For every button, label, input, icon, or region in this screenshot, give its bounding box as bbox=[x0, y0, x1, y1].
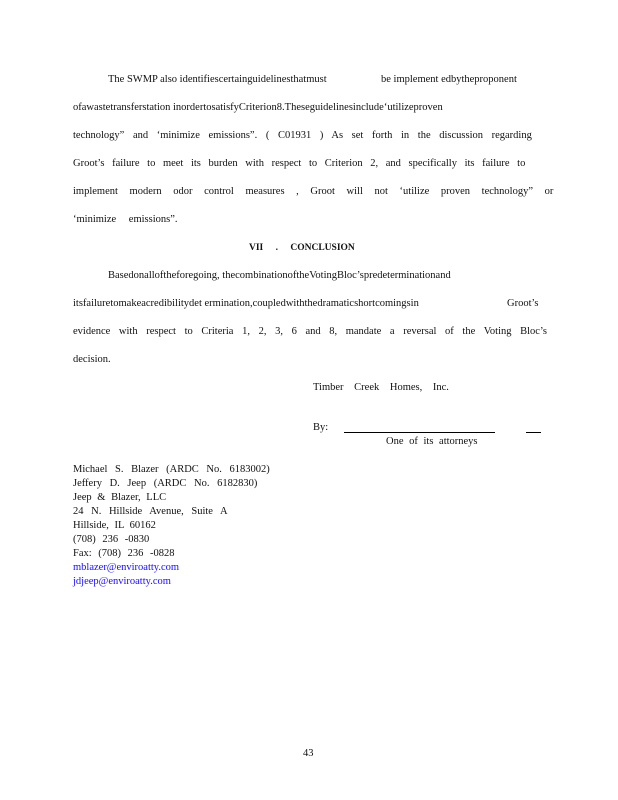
para2-line-2b: Groot’s bbox=[507, 298, 539, 309]
email-link-jdjeep[interactable]: jdjeep@enviroatty.com bbox=[73, 576, 171, 587]
para1-line-1a: The SWMP also identifiescertainguidelinesthatmust bbox=[108, 74, 327, 85]
phone-number: (708) 236 -0830 bbox=[73, 534, 150, 545]
signature-line bbox=[344, 432, 495, 433]
address-line-2: Jeffery D. Jeep (ARDC No. 6182830) bbox=[73, 478, 258, 489]
para1-line-4: Groot’s failure to meet its burden with respect to Criterion 2, and specifically its failure to bbox=[73, 158, 526, 169]
address-line-4: 24 N. Hillside Avenue, Suite A bbox=[73, 506, 228, 517]
email-link-mblazer[interactable]: mblazer@enviroatty.com bbox=[73, 562, 180, 573]
page-number: 43 bbox=[303, 748, 314, 759]
para1-line-5: implement modern odor control measures , Groot will not ‘utilize proven technology” or bbox=[73, 186, 554, 197]
para1-line-1b: be implement edbytheproponent bbox=[381, 74, 517, 85]
para2-line-4: decision. bbox=[73, 354, 111, 365]
para2-line-3: evidence with respect to Criteria 1, 2, 3, 6 and 8, mandate a reversal of the Voting Bloc’s bbox=[73, 326, 547, 337]
signature-party: Timber Creek Homes, Inc. bbox=[313, 382, 449, 393]
address-line-3: Jeep & Blazer, LLC bbox=[73, 492, 167, 503]
address-line-5: Hillside, IL 60162 bbox=[73, 520, 156, 531]
para2-line-2a: itsfailuretomakeacredibilitydet ermination,coupledwiththedramaticshortcomingsin bbox=[73, 298, 419, 309]
para1-line-2: ofawastetransferstation inordertosatisfyCriterion8.Theseguidelinesinclude‘utilizeproven bbox=[73, 102, 443, 113]
fax-number: Fax: (708) 236 -0828 bbox=[73, 548, 175, 559]
address-line-1: Michael S. Blazer (ARDC No. 6183002) bbox=[73, 464, 270, 475]
signature-line-tail bbox=[526, 432, 541, 433]
para1-line-6: ‘minimize emissions”. bbox=[73, 214, 178, 225]
attorney-caption: One of its attorneys bbox=[386, 436, 478, 447]
section-heading: VII . CONCLUSION bbox=[249, 243, 355, 253]
para1-line-3: technology” and ‘minimize emissions”. ( C01931 ) As set forth in the discussion regarding bbox=[73, 130, 532, 141]
signature-by-label: By: bbox=[313, 422, 329, 433]
para2-line-1: Basedonalloftheforegoing, thecombinationoftheVotingBloc’spredeterminationand bbox=[108, 270, 451, 281]
